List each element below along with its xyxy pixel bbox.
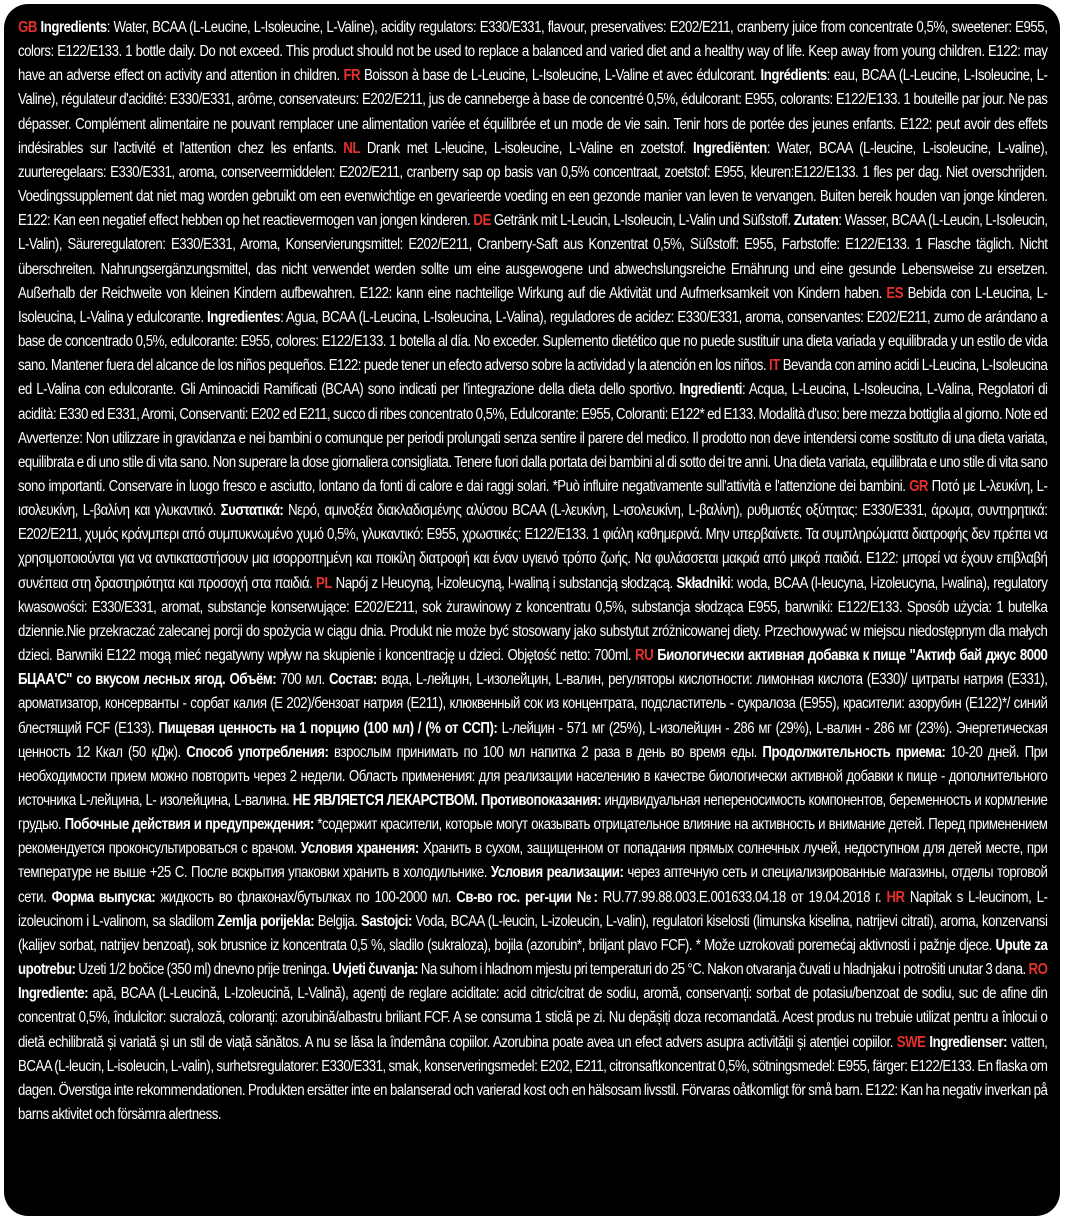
section-text: взрослым принимать по 100 мл напитка 2 раза в день во время еды. (328, 743, 763, 761)
section-text: Drank met L-leucine, L-isoleucine, L-Valine en zoetstof. (366, 139, 694, 157)
section-heading: Побочные действия и предупреждения: (64, 816, 314, 834)
section-text: Bebida con L-Leucina, L-Isoleucina, L-Valina y edulcorante. (18, 284, 1048, 326)
section-text: Ποτό με L-λευκίνη, L-ισολευκίνη, L-βαλίνη και γλυκαντικό. (18, 477, 1048, 520)
language-code-de: DE (473, 212, 491, 230)
section-heading: Zemlja porijekla: (217, 912, 315, 930)
language-code-ru: RU (635, 647, 654, 665)
language-code-pl: PL (315, 574, 332, 592)
language-code-fr: FR (343, 67, 361, 85)
section-text: apă, BCAA (L-Leucină, L-Izoleucină, L-Valină), agenți de reglare aciditate: acid citric/citrat de sodiu, aromă, conservanți: sorbat de potasiu/benzoat de sodiu, suc de afine din concentrat 0,5%, îndulcitor: sucraloză, coloranți: azorubină/albastru briliant FCF. A se consuma 1 sticlă pe zi. Nu depășiți doza recomandată. Acest produs nu trebuie utilizat pentru a înlocui o dietă echilibrată și variată și un stil de viață sănătos. A nu se lăsa la îndemâna copiilor. Azorubina poate avea un efect advers asupra activității și atenției copiilor. (18, 985, 1048, 1051)
section-heading: Условия хранения: (300, 840, 419, 858)
section-text: RU.77.99.88.003.E.001633.04.18 от 19.04.2018 г. (597, 888, 882, 906)
section-text: Na suhom i hladnom mjestu pri temperaturi do 25 °C. Nakon otvaranja čuvati u hladnjaku i potrošiti unutar 3 dana. (418, 961, 1026, 979)
language-code-nl: NL (343, 139, 360, 157)
section-heading: Ingredienser: (929, 1033, 1008, 1051)
multilingual-ingredients-text (18, 16, 1047, 1127)
section-text: Napitak s L-leucinom, L-izoleucinom i L-valinom, sa sladilom (18, 888, 1048, 930)
section-text: Boisson à base de L-Leucine, L-Isoleucine, L-Valine et avec édulcorant. (364, 67, 761, 85)
section-text: : Water, BCAA (L-leucine, L-isoleucine, L-valine), zuurteregelaars: E330/E331, aroma, conserveermiddelen: E202/E211, cranberry sap op basis van 0,5% concentraat, zoetstof: E955, kleuren:E122/E133. 1 fles per dag. Niet overschrijden. Voedingssupplement dat niet mag worden gebruikt om een evenwichtige en gevarieerde voeding en een gezonde manier van leven te vervangen. Buiten bereik houden van jonge kinderen. E122: Kan een negatief effect hebben op het reactievermogen van jongen kinderen. (18, 139, 1048, 230)
section-text: индивидуальная непереносимость компонентов, беременность и кормление грудью. (18, 792, 1048, 834)
section-text: Voda, BCAA (L-leucin, L-izoleucin, L-valin), regulatori kiselosti (limunska kiselina, natrijevi citrati), aroma, konzervansi (kalijev sorbat, natrijev benzoat), sok brusnice iz koncentrata 0,5 %, sladilo (sukraloza), bojila (azorubin*, briljant plavo FCF). * Može uzrokovati poremećaj aktivnosti i pažnje djece. (18, 912, 1048, 954)
section-text: 10-20 дней. При необходимости прием можно повторить через 2 недели. Область применения: для реализации населению в качестве биологически активной добавки к пище - дополнительного источника L-лейцина, L- изолейцина, L-валина. (18, 743, 1048, 809)
section-text: Belgija. (314, 912, 362, 930)
section-heading: Форма выпуска: (51, 888, 156, 906)
section-text: : Wasser, BCAA (L-Leucin, L-Isoleucin, L-Valin), Säureregulatoren: E330/E331, Aroma, Konservierungsmittel: E202/E211, Cranberry-Saft aus Konzentrat 0,5%, Süßstoff: E955, Farbstoffe: E122/E133. 1 Flasche täglich. Nicht überschreiten. Nahrungsergänzungsmittel, das nicht verwendet werden sollte um eine ausgewogene und abwechslungsreiche Ernährung und eine gesunde Lebensweise zu ersetzen. Außerhalb der Reichweite von kleinen Kindern aufbewahren. E122: kann eine nachteilige Wirkung auf die Aktivität und Aufmerksamkeit von Kindern haben. (18, 212, 1048, 302)
ingredients-label-panel (4, 4, 1060, 1216)
section-heading: Продолжительность приема: (762, 743, 946, 761)
language-code-gb: GB (18, 19, 37, 36)
section-heading: Ingredientes (207, 308, 281, 326)
section-text: Getränk mit L-Leucin, L-Isoleucin, L-Valin und Süßstoff. (493, 212, 794, 230)
section-heading: Zutaten (793, 212, 839, 230)
section-text: : Water, BCAA (L-Leucine, L-Isoleucine, L-Valine), acidity regulators: E330/E331, flavour, preservatives: E202/E211, cranberry juice from concentrate 0,5%, sweetener: E955, colors: E122/E133. 1 bottle daily. Do not exceed. This product should not be used to replace a balanced and varied diet and a healthy way of life. Keep away from young children. E122: may have an adverse effect on activity and attention in children. (18, 19, 1048, 85)
section-text: : woda, BCAA (l-leucyna, l-izoleucyna, l-walina), regulatory kwasowości: E330/E331, aromat, substancje konserwujące: E202/E211, sok żurawinowy z koncentratu 0,5%, substancja słodząca E955, barwniki: E122/E133. Sposób użycia: 1 butelka dziennie.Nie przekraczać zalecanej porcji do spożycia w ciągu dnia. Produkt nie może być stosowany jako substytut zróżnicowanej diety. Przechowywać w miejscu niedostępnym dla małych dzieci. Barwniki E122 mogą mieć negatywny wpływ na skupienie i koncentrację u dzieci. Objętość netto: 700ml. (18, 574, 1048, 665)
section-text: L-лейцин - 571 мг (25%), L-изолейцин - 286 мг (29%), L-валин - 286 мг (23%). Энергетическая ценность 12 Ккал (50 кДж). (18, 719, 1048, 761)
section-heading: Способ употребления: (186, 743, 329, 761)
section-heading: Св-во гос. рег-ции №: (456, 888, 598, 906)
section-text: *содержит красители, которые могут оказывать отрицательное влияние на активность и внимание детей. Перед применением рекомендуется проконсультироваться с врачом. (18, 816, 1048, 858)
section-heading: НЕ ЯВЛЯЕТСЯ ЛЕКАРСТВОМ. Противопоказания: (292, 792, 602, 809)
section-heading: Условия реализации: (490, 864, 624, 882)
section-text: : Agua, BCAA (L-Leucina, L-Isoleucina, L-Valina), reguladores de acidez: E330/E331, aroma, conservantes: E202/E211, zumo de arándano a base de concentrado 0,5%, edulcorante: E955, colores: E122/E133. 1 botella al día. No exceder. Suplemento dietético que no puede sustituir una dieta variada y equilibrada y un estilo de vida sano. Mantener fuera del alcance de los niños pequeños. E122: puede tener un efecto adverso sobre la actividad y la atención en los niños. (18, 308, 1048, 375)
section-heading: Ingredients (40, 19, 107, 36)
section-text: Napój z l-leucyną, l-izoleucyną, l-waliną i substancją słodzącą. (335, 574, 677, 592)
language-section-it (18, 357, 1047, 495)
section-heading: Состав: (328, 671, 377, 689)
section-heading: Ingrediënten (693, 139, 767, 157)
language-code-it: IT (769, 357, 780, 375)
section-heading: Ingrédients (760, 67, 827, 85)
section-text: вода, L-лейцин, L-изолейцин, L-валин, регуляторы кислотности: лимонная кислота (E330)/ цитраты натрия (E331), ароматизатор, консерванты - сорбат калия (E 202)/бензоат натрия (E211), клюквенный сок из концентрата, подсластитель - сукралоза (E955), красители: азорубин (E122)*/ синий блестящий FCF (E133). (18, 671, 1048, 737)
section-text: Хранить в сухом, защищенном от попадания прямых солнечных лучей, недоступном для детей месте, при температуре не выше +25 С. После вскрытия упаковки хранить в холодильнике. (18, 840, 1048, 882)
section-heading: Sastojci: (361, 912, 412, 930)
section-text: Νερό, αμινοξέα διακλαδισμένης αλύσου BCAA (L-λευκίνη, L-ισολευκίνη, L-βαλίνη), ρυθμιστές οξύτητας: E330/E331, άρωμα, συντηρητικά: E202/E211, χυμός κράνμπερι από συμπυκνωμένο χυμό 0,5%, γλυκαντικό: E955, χρωστικές: E122/E133. 1 φιάλη καθημερινά. Μην υπερβαίνετε. Τα συμπληρώματα διατροφής δεν πρέπει να χρησιμοποιούνται για να αντικαταστήσουν μια ισορροπημένη και ποικίλη διατροφή και έναν υγιεινό τρόπο ζωής. Να φυλάσσεται μακριά από μικρά παιδιά. E122: μπορεί να έχουν επιβλαβή συνέπεια στη δραστηριότητα και προσοχή στα παιδιά. (18, 502, 1048, 592)
language-section-ru (18, 647, 1047, 906)
section-text: : Acqua, L-Leucina, L-Isoleucina, L-Valina, Regolatori di acidità: E330 ed E331, Aromi, Conservanti: E202 ed E211, succo di ribes concentrato 0,5%, Edulcorante: E955, Coloranti: E122* ed E133. Modalità d'uso: bere mezza bottiglia al giorno. Note ed Avvertenze: Non utilizzare in gravidanza e nei bambini o comunque per periodi prolungati senza sentire il parere del medico. Il prodotto non deve intendersi come sostituto di una dieta variata, equilibrata e di uno stile di vita sano. Non superare la dose giornaliera consigliata. Tenere fuori dalla portata dei bambini al di sotto dei tre anni. Una dieta variata, equilibrata e uno stile di vita sano sono importanti. Conservare in luogo fresco e asciutto, lontano da fonti di calore e dai raggi solari. *Può influire negativamente sull'attività e l'attenzione dei bambini. (18, 381, 1048, 495)
section-text: 700 мл. (276, 671, 329, 689)
section-heading: Биологически активная добавка к пище "Актиф бай джус 8000 БЦАА'С" со вкусом лесных ягод. Объём: (18, 647, 1048, 689)
section-text: : eau, BCAA (L-Leucine, L-Isoleucine, L-Valine), régulateur d'acidité: E330/E331, arôme, conservateurs: E202/E211, jus de canneberge à base de concentré 0,5%, édulcorant: E955, colorants: E122/E133. 1 bouteille par jour. Ne pas dépasser. Complément alimentaire ne pouvant remplacer une alimentation variée et équilibrée et un mode de vie sain. Tenir hors de portée des jeunes enfants. E122: peut avoir des effets indésirables sur l'activité et l'attention chez les enfants. (18, 67, 1048, 157)
section-text: Uzeti 1/2 bočice (350 ml) dnevno prije treninga. (75, 961, 333, 979)
section-text: через аптечную сеть и специализированные магазины, отделы торговой сети. (18, 864, 1048, 906)
language-code-hr: HR (886, 888, 905, 906)
section-heading: Uvjeti čuvanja: (332, 961, 419, 979)
language-code-ro: RO (1028, 961, 1048, 979)
section-text: Bevanda con amino acidi L-Leucina, L-Isoleucina ed L-Valina con edulcorante. Gli Aminoacidi Ramificati (BCAA) sono indicati per l'integrazione della dieta dello sportivo. (18, 357, 1048, 399)
section-heading: Ingredienti (679, 381, 742, 399)
section-text: жидкость во флаконах/бутылках по 100-2000 мл. (155, 888, 457, 906)
section-heading: Składniki (676, 574, 731, 592)
section-text: vatten, BCAA (L-leucin, L-isoleucin, L-valin), surhetsregulatorer: E330/E331, smak, konserveringsmedel: E202, E211, citronsaftkoncentrat 0,5%, sötningsmedel: E955, färger: E122/E133. En flaska om dagen. Överstiga inte rekommendationen. Produkten ersätter inte en balanserad och varierad kost och en hälsosam livsstil. Förvaras oåtkomligt för små barn. E122: Kan ha negativ inverkan på barns aktivitet och försämra alertness. (18, 1033, 1048, 1124)
section-heading: Пищевая ценность на 1 порцию (100 мл) / (% от ССП): (158, 719, 498, 737)
section-heading: Upute za upotrebu: (18, 936, 1048, 979)
language-code-swe: SWE (896, 1033, 926, 1051)
section-heading: Συστατικά: (220, 502, 284, 520)
section-heading: Ingrediente: (18, 985, 89, 1003)
language-code-es: ES (886, 284, 904, 302)
language-code-gr: GR (909, 477, 929, 495)
